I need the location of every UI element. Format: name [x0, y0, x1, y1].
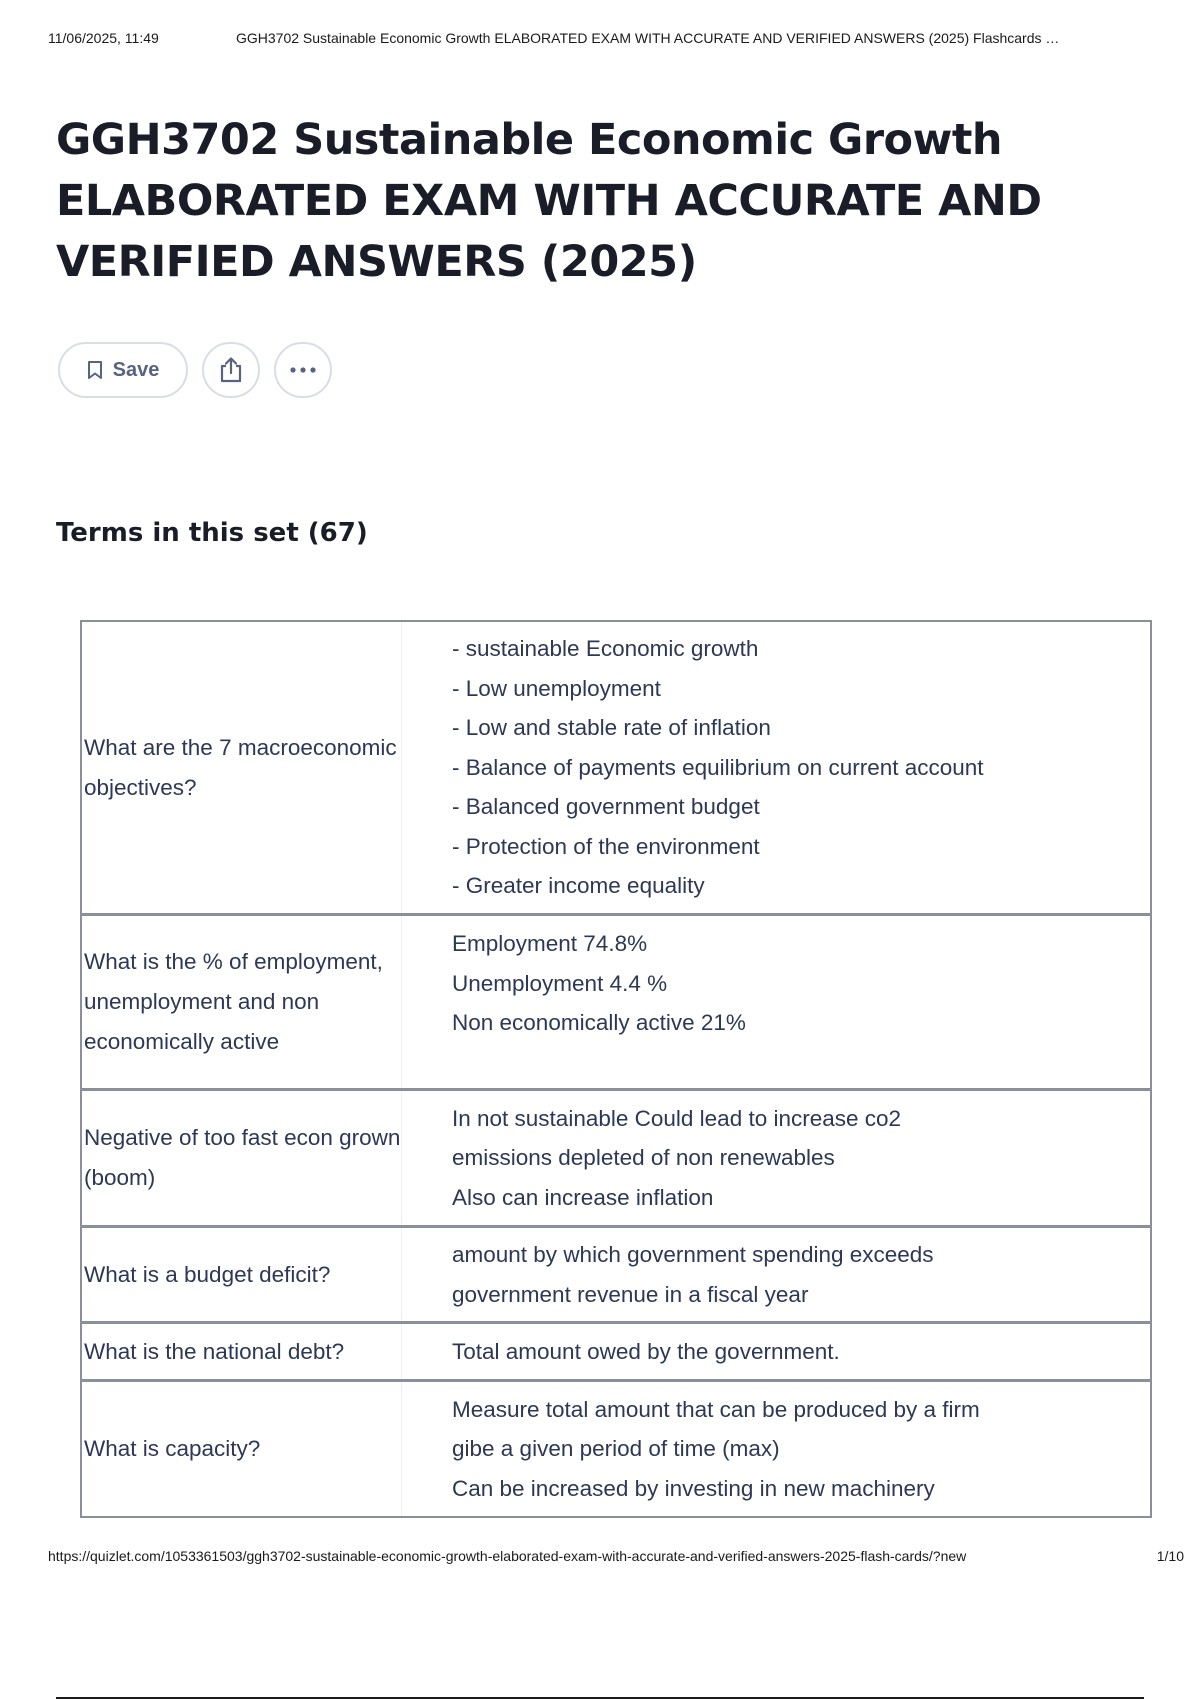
page-title-line: GGH3702 Sustainable Economic Growth [56, 115, 1002, 165]
print-header [48, 30, 1184, 50]
terms-list [80, 620, 1152, 1518]
term-definition [402, 916, 1150, 1088]
definition-line: - Balance of payments equilibrium on current account [452, 754, 984, 780]
definition-line: In not sustainable Could lead to increase co2 [452, 1105, 902, 1131]
definition-line: - Low and stable rate of inflation [452, 715, 771, 741]
page-title-line: ELABORATED EXAM WITH ACCURATE AND [56, 176, 1042, 226]
term-text: Negative of too fast econ grown (boom) [82, 1091, 402, 1225]
definition-line: Measure total amount that can be produced by a firm [452, 1396, 980, 1422]
print-datetime: 11/06/2025, 11:49 [48, 30, 159, 46]
definition-line: Also can increase inflation [452, 1184, 714, 1210]
term-text: What is the % of employment, unemployment and non economically active [82, 916, 402, 1088]
term-definition [402, 1228, 1150, 1321]
terms-heading: Terms in this set (67) [56, 518, 368, 548]
definition-line: - sustainable Economic growth [452, 636, 759, 662]
definition-line: amount by which government spending exceeds [452, 1242, 934, 1267]
print-doc-title: GGH3702 Sustainable Economic Growth ELABORATED EXAM WITH ACCURATE AND VERIFIED ANSWERS (2025) Flashcards … [236, 30, 1060, 46]
definition-line: Non economically active 21% [452, 1010, 746, 1035]
term-text: What are the 7 macroeconomic objectives? [82, 622, 402, 913]
save-button-label: Save [112, 358, 160, 381]
definition-line: gibe a given period of time (max) [452, 1436, 780, 1462]
definition-line: Total amount owed by the government. [452, 1338, 840, 1364]
term-row[interactable] [82, 916, 1150, 1091]
divider [56, 1697, 1144, 1699]
more-options-button[interactable] [274, 342, 332, 398]
page-title-line: VERIFIED ANSWERS (2025) [56, 237, 697, 287]
page-title [56, 110, 1056, 293]
save-button[interactable] [58, 342, 188, 398]
definition-line: - Low unemployment [452, 675, 661, 701]
bookmark-icon [87, 360, 103, 380]
definition-line: Can be increased by investing in new machinery [452, 1475, 935, 1501]
definition-line: - Greater income equality [452, 873, 705, 899]
definition-line: government revenue in a fiscal year [452, 1281, 809, 1307]
term-text: What is the national debt? [82, 1324, 402, 1379]
share-button[interactable] [202, 342, 260, 398]
term-definition [402, 1324, 1150, 1379]
definition-line: Unemployment 4.4 % [452, 970, 668, 996]
share-icon [218, 356, 244, 384]
term-text: What is capacity? [82, 1382, 402, 1516]
term-row[interactable] [82, 1382, 1150, 1516]
term-row[interactable] [82, 622, 1150, 916]
page-number: 1/10 [1156, 1548, 1184, 1564]
term-row[interactable] [82, 1228, 1150, 1324]
term-definition [402, 1091, 1150, 1225]
term-definition [402, 1382, 1150, 1516]
definition-line: - Balanced government budget [452, 794, 760, 820]
definition-line: emissions depleted of non renewables [452, 1145, 835, 1171]
term-row[interactable] [82, 1091, 1150, 1228]
more-icon [290, 367, 316, 373]
print-url: https://quizlet.com/1053361503/ggh3702-sustainable-economic-growth-elaborated-exam-with-accurate-and-verified-answers-2025-flash-cards/?new [48, 1548, 967, 1564]
term-text: What is a budget deficit? [82, 1228, 402, 1321]
term-definition [402, 622, 1150, 913]
definition-line: Employment 74.8% [452, 931, 648, 956]
definition-line: - Protection of the environment [452, 833, 760, 859]
term-row[interactable] [82, 1324, 1150, 1382]
